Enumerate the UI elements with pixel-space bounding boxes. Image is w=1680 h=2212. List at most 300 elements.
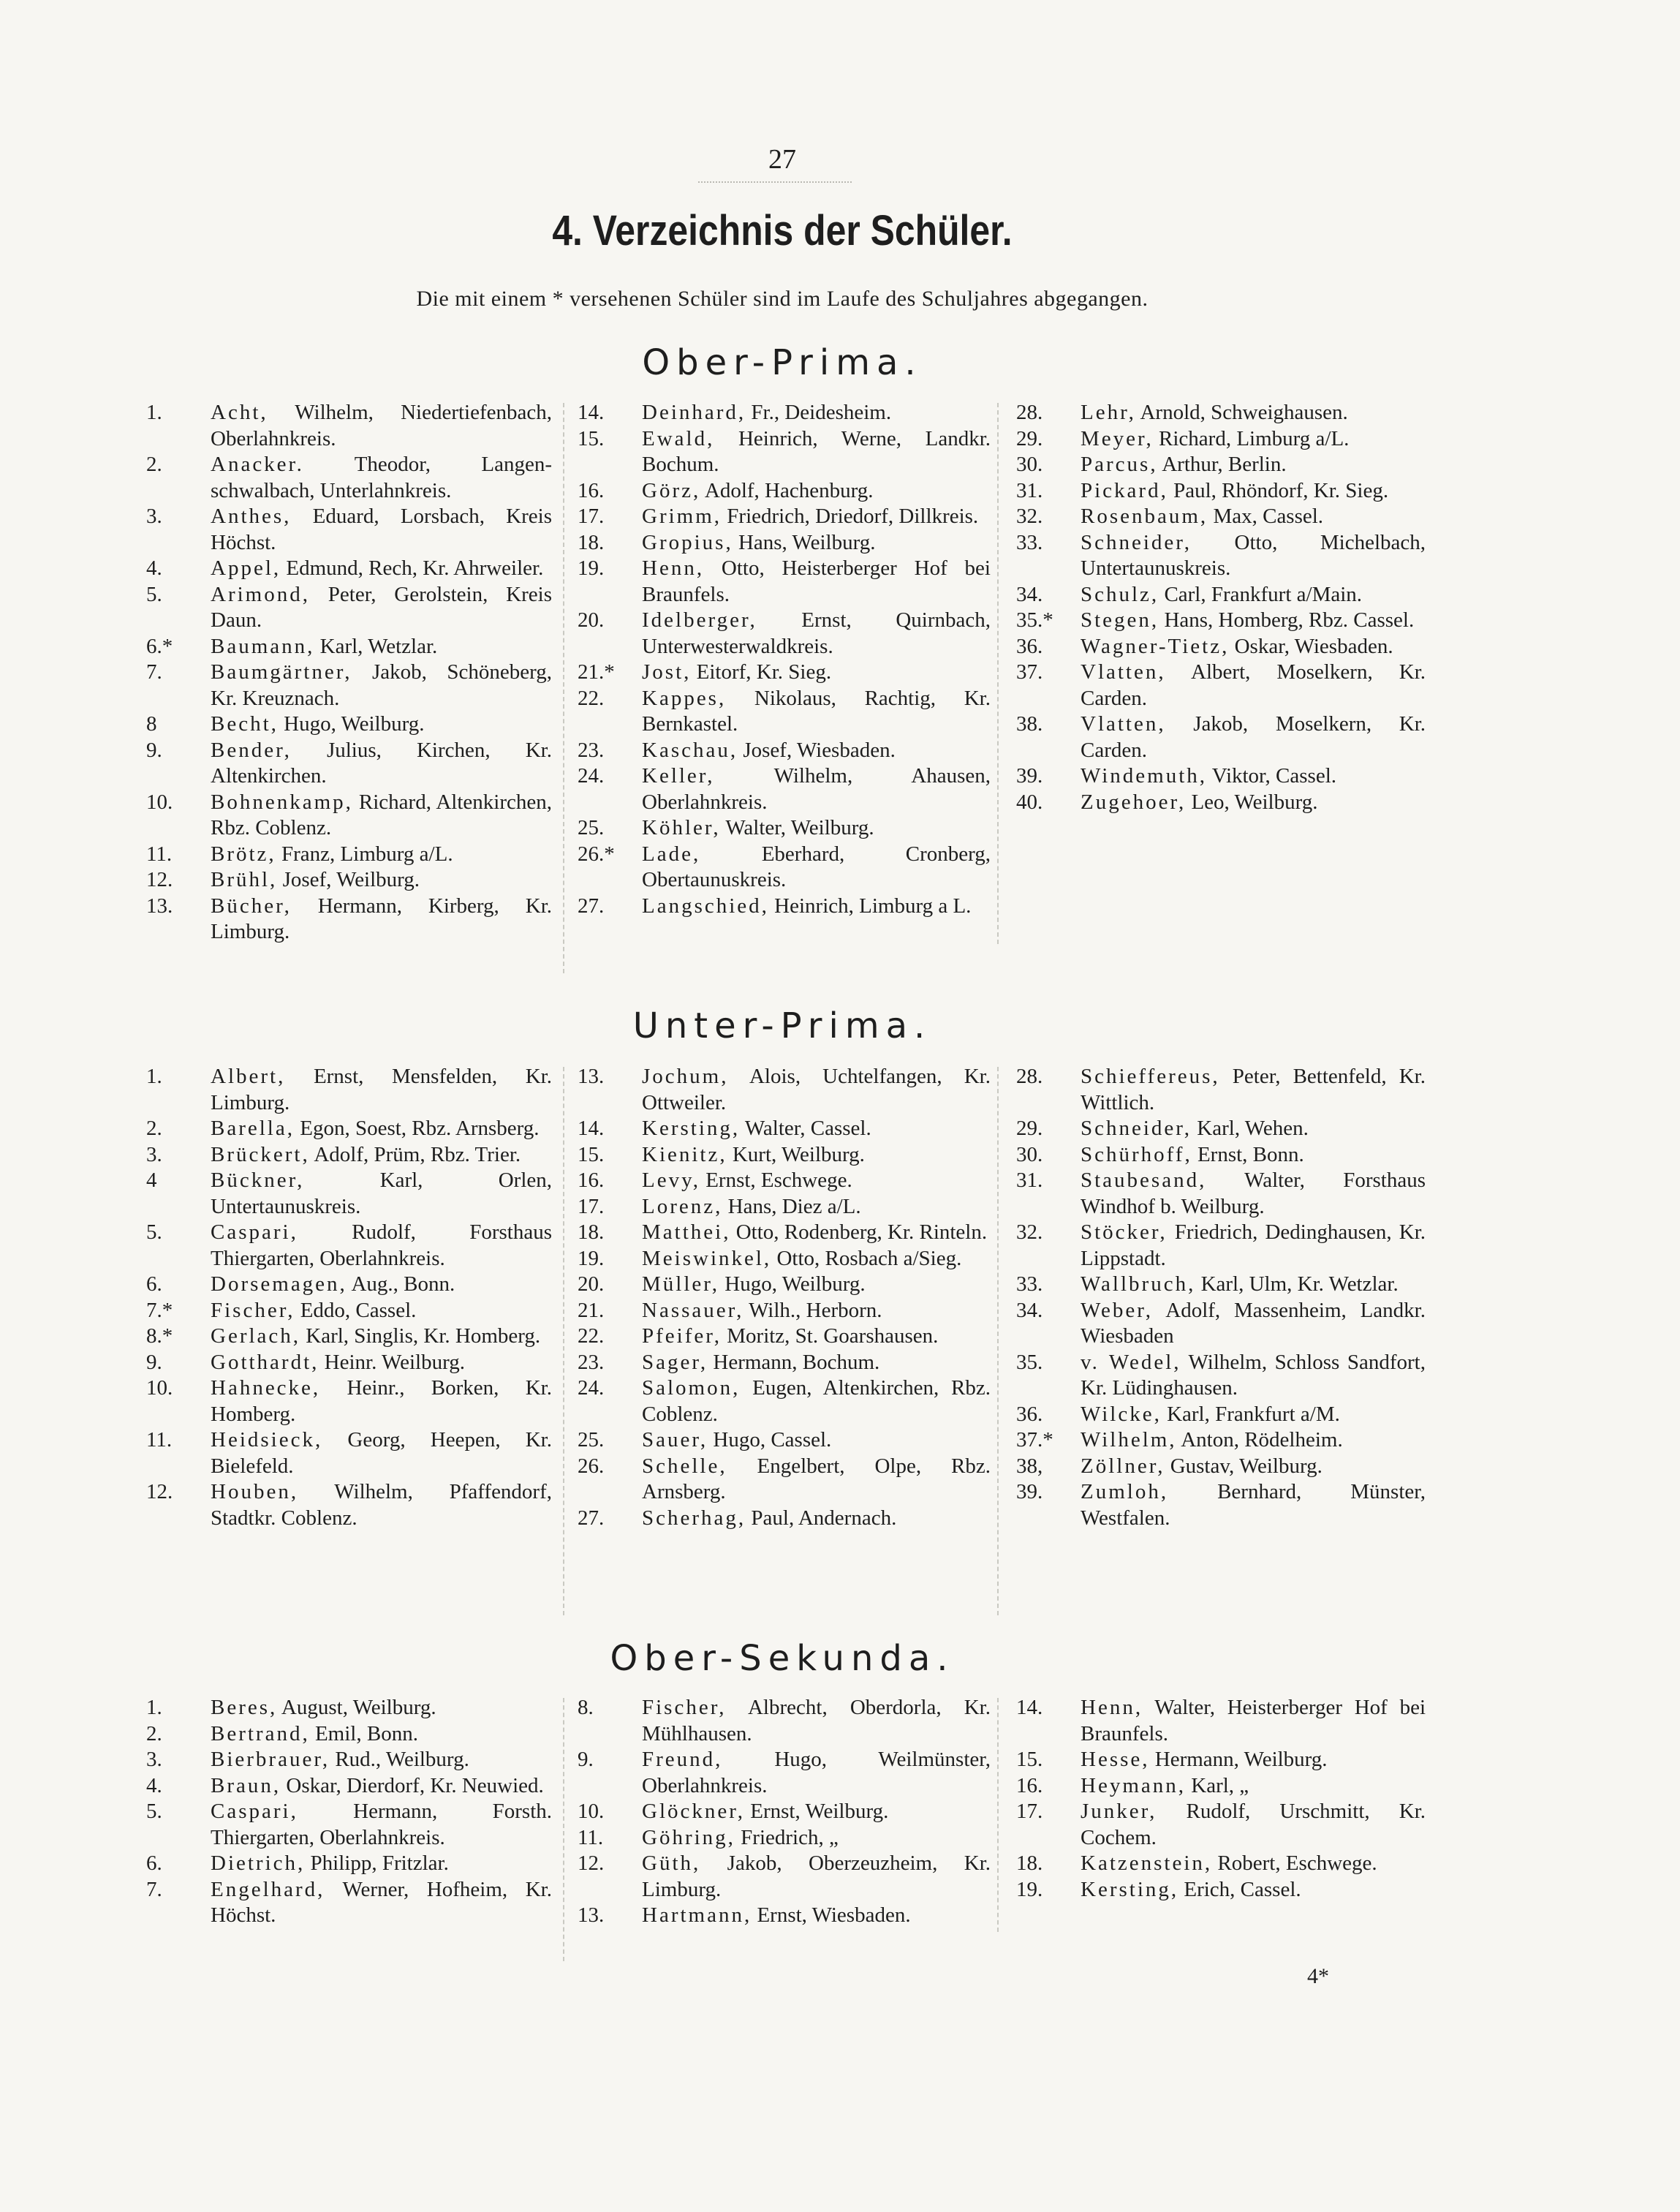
student-details: Richard, Altenkirchen, Rbz. Coblenz. [211, 790, 552, 839]
student-surname: Houben, [211, 1480, 299, 1503]
student-details: Moritz, St. Goarshausen. [722, 1324, 939, 1348]
entry-number: 21. [578, 1298, 605, 1322]
student-entry [146, 660, 552, 711]
entry-number: 5. [146, 1220, 162, 1244]
section-heading-unter-prima: Unter-Prima. [632, 1005, 932, 1046]
student-details: Peter, Gerolstein, Kreis Daun. [211, 582, 552, 632]
entry-number: 18. [1016, 1851, 1043, 1875]
student-entry [1016, 1350, 1426, 1402]
entry-number: 13. [578, 1903, 605, 1927]
student-entry [1016, 634, 1426, 660]
student-surname: Acht, [211, 401, 268, 424]
student-details: Aug., Bonn. [347, 1272, 455, 1296]
student-details: Alois, Uchtelfangen, Kr. Ottweiler. [642, 1065, 991, 1114]
entry-number: 38. [1016, 712, 1043, 736]
student-surname: Anthes, [211, 505, 292, 528]
column-divider [997, 403, 999, 944]
student-entry [1016, 1747, 1426, 1773]
student-details: Anton, Rödelheim. [1176, 1428, 1343, 1452]
student-details: Oskar, Wiesbaden. [1229, 634, 1393, 658]
student-surname: Zöllner, [1081, 1454, 1165, 1478]
student-details: Friedrich, „ [735, 1825, 839, 1849]
entry-number: 4 [146, 1169, 157, 1192]
student-entry [146, 894, 552, 945]
student-entry [578, 426, 991, 478]
student-entry [146, 1479, 552, 1531]
student-entry [146, 556, 552, 582]
student-details: Engelbert, Olpe, Rbz. Arnsberg. [642, 1454, 991, 1503]
student-entry [578, 1506, 991, 1532]
student-entry [578, 686, 991, 738]
student-surname: Junker, [1081, 1800, 1157, 1823]
student-entry [146, 1272, 552, 1298]
student-details: Karl, Orlen, Untertaunuskreis. [211, 1169, 552, 1218]
entry-number: 11. [578, 1825, 604, 1849]
section-ober-sekunda [0, 1695, 1564, 1927]
entry-number: 37.* [1016, 1428, 1053, 1452]
entry-number: 16. [1016, 1773, 1043, 1797]
student-details: August, Weilburg. [277, 1696, 436, 1719]
entry-number: 5. [146, 582, 162, 606]
entry-number: 8 [146, 712, 157, 736]
page-number: 27 [768, 144, 796, 175]
student-details: Hans, Diez a/L. [722, 1194, 861, 1218]
student-entry [146, 1799, 552, 1851]
student-details: Kurt, Weilburg. [727, 1142, 865, 1166]
student-details: Wilhelm, Schloss Sandfort, Kr. Lüdinghausen. [1081, 1350, 1426, 1400]
entry-number: 15. [578, 426, 605, 450]
entry-number: 9. [146, 738, 162, 762]
entry-number: 27. [578, 894, 605, 918]
student-entry [578, 815, 991, 842]
student-surname: Gropius, [642, 530, 733, 554]
student-entry [1016, 1298, 1426, 1350]
student-surname: Bückner, [211, 1169, 305, 1192]
student-entry [146, 1324, 552, 1350]
student-surname: Kienitz, [642, 1142, 727, 1166]
entry-number: 7. [146, 1877, 162, 1901]
student-entry [1016, 1402, 1426, 1428]
student-entry [578, 1375, 991, 1427]
student-surname: Bierbrauer, [211, 1748, 330, 1771]
student-details: Hermann, Bochum. [708, 1350, 880, 1374]
student-surname: Albert, [211, 1065, 286, 1088]
student-surname: Appel, [211, 556, 281, 580]
student-details: Friedrich, Driedorf, Dillkreis. [722, 505, 979, 528]
student-surname: Staubesand, [1081, 1169, 1207, 1192]
entry-number: 4. [146, 1773, 162, 1797]
entry-number: 20. [578, 1272, 605, 1296]
student-entry [578, 1851, 991, 1903]
student-details: Heinrich, Limburg a L. [768, 894, 972, 918]
student-entry [146, 1298, 552, 1324]
entry-number: 8.* [146, 1324, 173, 1348]
entry-number: 16. [578, 1169, 605, 1192]
student-entry [146, 1747, 552, 1773]
column-divider [563, 403, 564, 973]
student-surname: Dietrich, [211, 1851, 306, 1875]
student-surname: Sager, [642, 1350, 708, 1374]
student-surname: Vlatten, [1081, 660, 1166, 684]
student-entry [1016, 530, 1426, 582]
student-entry [578, 556, 991, 608]
student-details: Karl, „ [1186, 1773, 1249, 1797]
entry-number: 30. [1016, 1142, 1043, 1166]
entry-number: 15. [1016, 1748, 1043, 1771]
student-details: Karl, Ulm, Kr. Wetzlar. [1195, 1272, 1399, 1296]
entry-number: 9. [146, 1350, 162, 1374]
student-entry [578, 738, 991, 764]
student-entry [1016, 1168, 1426, 1220]
student-details: Egon, Soest, Rbz. Arnsberg. [294, 1117, 540, 1140]
entry-number: 17. [578, 1194, 605, 1218]
student-details: Hugo, Weilburg. [278, 712, 425, 736]
student-surname: Engelhard, [211, 1877, 325, 1901]
student-details: Jakob, Schöneberg, Kr. Kreuznach. [211, 660, 552, 710]
student-details: Arthur, Berlin. [1157, 453, 1287, 476]
student-entry [1016, 763, 1426, 790]
entry-number: 36. [1016, 634, 1043, 658]
entry-number: 12. [146, 1480, 173, 1503]
student-details: Theodor, Langenschwalbach, Unterlahnkreis. [211, 453, 552, 502]
entry-number: 10. [146, 790, 173, 814]
student-entry [1016, 1220, 1426, 1272]
student-entry [1016, 1116, 1426, 1142]
student-entry [1016, 1695, 1426, 1747]
entry-number: 24. [578, 1376, 605, 1400]
entry-number: 40. [1016, 790, 1043, 814]
student-details: Fr., Deidesheim. [746, 401, 892, 424]
student-surname: Freund, [642, 1748, 723, 1771]
student-entry [146, 842, 552, 868]
student-surname: Brötz, [211, 842, 276, 866]
entry-number: 1. [146, 1696, 162, 1719]
student-surname: Pickard, [1081, 478, 1168, 502]
student-details: Oskar, Dierdorf, Kr. Neuwied. [281, 1773, 544, 1797]
entry-number: 37. [1016, 660, 1043, 684]
student-entry [578, 1142, 991, 1169]
student-surname: Dorsemagen, [211, 1272, 347, 1296]
entry-number: 34. [1016, 1298, 1043, 1322]
student-surname: Glöckner, [642, 1800, 745, 1823]
student-details: Heinr., Borken, Kr. Homberg. [211, 1376, 552, 1426]
student-entry [578, 1298, 991, 1324]
student-surname: Müller, [642, 1272, 720, 1296]
entry-number: 18. [578, 1220, 605, 1244]
student-entry [578, 1168, 991, 1194]
student-entry [578, 1825, 991, 1851]
student-entry [146, 582, 552, 634]
student-surname: Kersting, [1081, 1877, 1179, 1901]
student-details: Erich, Cassel. [1178, 1877, 1301, 1901]
student-entry [146, 1877, 552, 1929]
entry-number: 17. [1016, 1800, 1043, 1823]
student-entry [146, 1773, 552, 1800]
student-surname: Caspari, [211, 1800, 298, 1823]
student-details: Richard, Limburg a/L. [1153, 426, 1350, 450]
student-entry [146, 711, 552, 738]
student-details: Heinrich, Werne, Landkr. Bochum. [642, 426, 991, 476]
entry-number: 14. [578, 401, 605, 424]
student-entry [1016, 1851, 1426, 1877]
column [1016, 1695, 1426, 1903]
student-surname: Schürhoff, [1081, 1142, 1192, 1166]
student-details: Karl, Wetzlar. [314, 634, 438, 658]
student-details: Carl, Frankfurt a/Main. [1159, 582, 1363, 606]
student-surname: Zugehoer, [1081, 790, 1187, 814]
student-entry [578, 478, 991, 505]
student-details: Arnold, Schweighausen. [1135, 401, 1348, 424]
entry-number: 17. [578, 505, 605, 528]
entry-number: 6.* [146, 634, 173, 658]
student-entry [578, 530, 991, 556]
student-surname: Lehr, [1081, 401, 1136, 424]
entry-number: 7.* [146, 1298, 173, 1322]
student-surname: Caspari, [211, 1220, 298, 1244]
student-details: Karl, Wehen. [1192, 1117, 1309, 1140]
column [146, 400, 552, 945]
student-details: Eduard, Lorsbach, Kreis Höchst. [211, 505, 552, 554]
student-details: Philipp, Fritzlar. [305, 1851, 449, 1875]
entry-number: 28. [1016, 1065, 1043, 1088]
student-details: Nikolaus, Rachtig, Kr. Bernkastel. [642, 686, 991, 736]
entry-number: 30. [1016, 453, 1043, 476]
student-entry [578, 1246, 991, 1272]
student-entry [578, 608, 991, 660]
student-surname: Pfeifer, [642, 1324, 722, 1348]
entry-number: 36. [1016, 1402, 1043, 1426]
student-entry [578, 1220, 991, 1246]
section-ober-prima [0, 400, 1564, 943]
student-details: Otto, Michelbach, Untertaunuskreis. [1081, 530, 1426, 580]
column [146, 1695, 552, 1929]
student-entry [1016, 660, 1426, 711]
column-divider [563, 1698, 564, 1961]
student-surname: Stegen, [1081, 608, 1159, 632]
student-details: Leo, Weilburg. [1186, 790, 1318, 814]
student-surname: Idelberger, [642, 608, 757, 632]
entry-number: 6. [146, 1851, 162, 1875]
student-details: Julius, Kirchen, Kr. Altenkirchen. [211, 738, 552, 788]
entry-number: 31. [1016, 478, 1043, 502]
student-entry [578, 1324, 991, 1350]
entry-number: 23. [578, 1350, 605, 1374]
student-surname: Meiswinkel, [642, 1246, 772, 1270]
student-details: Ernst, Quirnbach, Unterwesterwaldkreis. [642, 608, 991, 658]
student-surname: Deinhard, [642, 401, 746, 424]
student-details: Heinr. Weilburg. [319, 1350, 465, 1374]
entry-number: 4. [146, 556, 162, 580]
student-details: Hans, Homberg, Rbz. Cassel. [1159, 608, 1415, 632]
student-details: Robert, Eschwege. [1212, 1851, 1377, 1875]
student-details: Ernst, Bonn. [1192, 1142, 1304, 1166]
student-details: Georg, Heepen, Kr. Bielefeld. [211, 1428, 552, 1478]
student-surname: Bertrand, [211, 1721, 310, 1745]
entry-number: 25. [578, 1428, 605, 1452]
student-surname: Kersting, [642, 1117, 741, 1140]
student-entry [578, 1116, 991, 1142]
entry-number: 35. [1016, 1350, 1043, 1374]
column-divider [997, 1067, 999, 1615]
entry-number: 3. [146, 505, 162, 528]
student-details: Hugo, Weilmünster, Oberlahnkreis. [642, 1748, 991, 1797]
student-details: Rudolf, Forsthaus Thiergarten, Oberlahnkreis. [211, 1220, 552, 1270]
student-entry [146, 504, 552, 556]
student-surname: Scherhag, [642, 1506, 746, 1530]
student-surname: Vlatten, [1081, 712, 1166, 736]
student-details: Gustav, Weilburg. [1165, 1454, 1323, 1478]
entry-number: 7. [146, 660, 162, 684]
student-entry [146, 1064, 552, 1116]
entry-number: 20. [578, 608, 605, 632]
student-surname: Henn, [642, 556, 705, 580]
student-surname: Görz, [642, 478, 701, 502]
student-surname: Nassauer, [642, 1298, 744, 1322]
student-surname: Salomon, [642, 1376, 741, 1400]
student-surname: Becht, [211, 712, 279, 736]
student-details: Wilhelm, Niedertiefenbach, Oberlahnkreis. [211, 401, 552, 450]
entry-number: 11. [146, 842, 173, 866]
student-surname: Windemuth, [1081, 764, 1208, 788]
student-details: Paul, Rhöndorf, Kr. Sieg. [1168, 478, 1389, 502]
student-entry [1016, 1479, 1426, 1531]
student-surname: Fischer, [642, 1696, 727, 1719]
student-surname: Baumgärtner, [211, 660, 352, 684]
student-entry [578, 1903, 991, 1929]
student-surname: Heymann, [1081, 1773, 1186, 1797]
entry-number: 15. [578, 1142, 605, 1166]
entry-number: 2. [146, 1117, 162, 1140]
entry-number: 25. [578, 816, 605, 839]
page-subtitle: Die mit einem * versehenen Schüler sind im Laufe des Schuljahres abgegangen. [416, 287, 1149, 311]
student-surname: Matthei, [642, 1220, 731, 1244]
student-entry [578, 1064, 991, 1116]
student-details: Jakob, Oberzeuzheim, Kr. Limburg. [642, 1851, 991, 1901]
student-details: Viktor, Cassel. [1207, 764, 1337, 788]
student-entry [1016, 1064, 1426, 1116]
student-entry [1016, 582, 1426, 608]
student-surname: Braun, [211, 1773, 281, 1797]
student-details: Ernst, Mensfelden, Kr. Limburg. [211, 1065, 552, 1114]
student-entry [1016, 1142, 1426, 1169]
student-details: Eitorf, Kr. Sieg. [691, 660, 832, 684]
student-entry [146, 1168, 552, 1220]
student-entry [578, 400, 991, 426]
entry-number: 10. [578, 1800, 605, 1823]
student-entry [578, 894, 991, 920]
student-surname: Kaschau, [642, 738, 738, 762]
student-surname: Langschied, [642, 894, 769, 918]
student-entry [1016, 1877, 1426, 1903]
student-entry [578, 1427, 991, 1454]
student-details: Hermann, Weilburg. [1149, 1748, 1328, 1771]
student-entry [1016, 790, 1426, 816]
student-entry [578, 1799, 991, 1825]
student-details: Franz, Limburg a/L. [276, 842, 453, 866]
entry-number: 18. [578, 530, 605, 554]
student-entry [1016, 1454, 1426, 1480]
student-details: Otto, Rosbach a/Sieg. [771, 1246, 962, 1270]
student-surname: Wagner-Tietz, [1081, 634, 1230, 658]
entry-number: 23. [578, 738, 605, 762]
entry-number: 10. [146, 1376, 173, 1400]
student-surname: Brückert, [211, 1142, 310, 1166]
student-entry [1016, 426, 1426, 453]
student-surname: Zumloh, [1081, 1480, 1169, 1503]
student-surname: Wallbruch, [1081, 1272, 1196, 1296]
student-details: Wilhelm, Pfaffendorf, Stadtkr. Coblenz. [211, 1480, 552, 1530]
student-surname: Gotthardt, [211, 1350, 319, 1374]
student-surname: Barella, [211, 1117, 295, 1140]
entry-number: 34. [1016, 582, 1043, 606]
student-details: Paul, Andernach. [746, 1506, 897, 1530]
entry-number: 9. [578, 1748, 594, 1771]
student-surname: Katzenstein, [1081, 1851, 1213, 1875]
student-entry [146, 867, 552, 894]
entry-number: 29. [1016, 426, 1043, 450]
column [146, 1064, 552, 1531]
entry-number: 32. [1016, 505, 1043, 528]
entry-number: 35.* [1016, 608, 1053, 632]
entry-number: 21.* [578, 660, 615, 684]
student-surname: Meyer, [1081, 426, 1154, 450]
entry-number: 6. [146, 1272, 162, 1296]
student-surname: Lorenz, [642, 1194, 723, 1218]
page-title: 4. Verzeichnis der Schüler. [552, 207, 1013, 254]
student-surname: Schulz, [1081, 582, 1159, 606]
student-surname: Jochum, [642, 1065, 729, 1088]
column [1016, 400, 1426, 815]
entry-number: 31. [1016, 1169, 1043, 1192]
student-entry [146, 634, 552, 660]
student-surname: Bender, [211, 738, 292, 762]
student-entry [578, 1747, 991, 1799]
student-surname: Sauer, [642, 1428, 708, 1452]
student-surname: Schneider, [1081, 530, 1192, 554]
student-entry [146, 1427, 552, 1479]
student-surname: Bohnenkamp, [211, 790, 353, 814]
student-details: Rud., Weilburg. [330, 1748, 469, 1771]
student-entry [578, 504, 991, 530]
column-divider [997, 1698, 999, 1932]
signature-mark: 4* [1307, 1964, 1329, 1988]
student-details: Josef, Wiesbaden. [738, 738, 896, 762]
entry-number: 19. [578, 556, 605, 580]
column [578, 1695, 991, 1929]
student-details: Adolf, Massenheim, Landkr. Wiesbaden [1081, 1298, 1426, 1348]
student-surname: Ewald, [642, 426, 715, 450]
student-entry [1016, 711, 1426, 763]
student-surname: Göhring, [642, 1825, 735, 1849]
student-surname: Parcus, [1081, 453, 1158, 476]
student-entry [1016, 400, 1426, 426]
student-entry [146, 1851, 552, 1877]
entry-number: 38, [1016, 1454, 1043, 1478]
student-surname: Keller, [642, 764, 715, 788]
entry-number: 26. [578, 1454, 605, 1478]
student-details: Ernst, Weilburg. [745, 1800, 889, 1823]
student-details: Walter, Cassel. [740, 1117, 871, 1140]
student-entry [146, 1375, 552, 1427]
entry-number: 32. [1016, 1220, 1043, 1244]
student-entry [578, 660, 991, 686]
student-details: Emil, Bonn. [309, 1721, 418, 1745]
entry-number: 26.* [578, 842, 615, 866]
student-surname: Bücher, [211, 894, 292, 918]
student-details: Adolf, Hachenburg. [700, 478, 874, 502]
student-surname: Arimond, [211, 582, 310, 606]
student-entry [146, 1721, 552, 1748]
